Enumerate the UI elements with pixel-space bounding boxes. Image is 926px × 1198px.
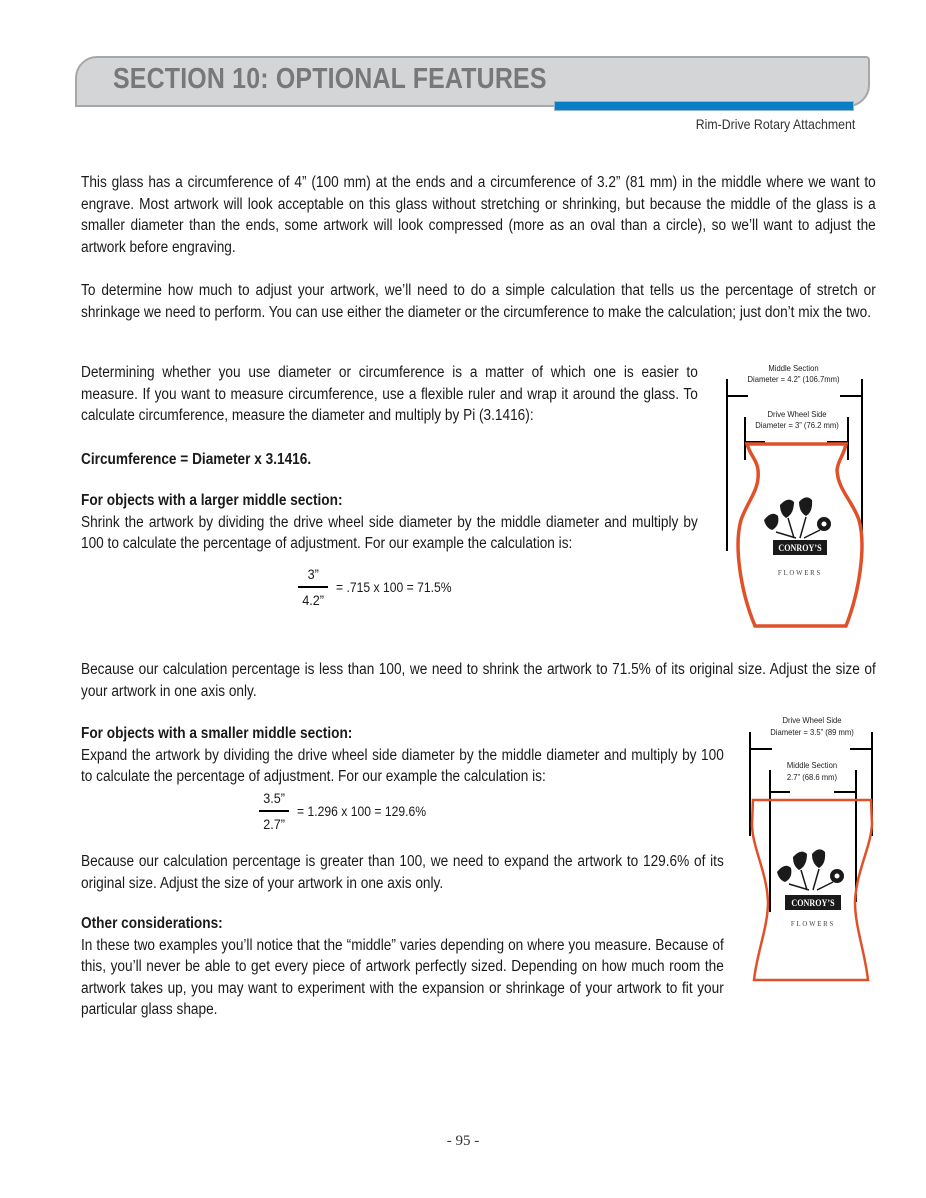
determine-text: To determine how much to adjust your artwork, we’ll need to do a simple calculation that tells us the percentage of stretch or shrinkage we need to perform. You can use either the diameter or the circumference to make the calculation; just don’t mix the two. [81, 282, 876, 321]
drive-wheel-diameter-label: Diameter = 3” (76.2 mm) [755, 420, 839, 430]
intro-paragraph [81, 172, 876, 258]
other-heading: Other considerations: [81, 915, 223, 932]
larger-text: Shrink the artwork by dividing the drive wheel side diameter by the middle diameter and multiply by 100 to calculate the percentage of adjustment. For our example the calculation is: [81, 513, 698, 552]
smaller-text: Expand the artwork by dividing the drive wheel side diameter by the middle diameter and multiply by 100 to calculate the percentage of adjustment. For our example the calculation is: [81, 746, 724, 785]
smaller-middle-section [81, 723, 724, 788]
formula-line [81, 449, 698, 471]
logo-sub: FLOWERS [790, 919, 836, 928]
larger-heading: For objects with a larger middle section: [81, 492, 343, 509]
middle-diameter-label: Diameter = 4.2” (106.7mm) [747, 374, 840, 384]
smaller-conclusion-text: Because our calculation percentage is greater than 100, we need to expand the artwork to 129.6% of its original size. Adjust the size of your artwork in one axis only. [81, 853, 724, 892]
page-number: - 95 - [446, 1133, 480, 1149]
measure-text: Determining whether you use diameter or circumference is a matter of which one is easier to measure. If you want to measure circumference, use a flexible ruler and wrap it around the glass. To calculate circumference, measure the diameter and multiply by Pi (3.1416): [81, 364, 698, 424]
middle-section-label: Middle Section [768, 363, 819, 373]
section-title: SECTION 10: OPTIONAL FEATURES [113, 63, 547, 95]
logo-name: CONROY’S [778, 543, 822, 553]
hourglass-diagram [740, 712, 900, 1002]
drive-wheel-label: Drive Wheel Side [767, 409, 827, 419]
smaller-heading: For objects with a smaller middle section: [81, 725, 353, 742]
logo-name: CONROY’S [791, 898, 835, 908]
fraction [298, 566, 328, 608]
larger-middle-section [81, 490, 698, 555]
drive-wheel-diameter-label: Diameter = 3.5” (89 mm) [770, 727, 854, 737]
intro-text: This glass has a circumference of 4” (100 mm) at the ends and a circumference of 3.2” (81 mm) in the middle where we want to engrave. Most artwork will look acceptable on this glass without stretching or shrinking, but because the middle of the glass is a smaller diameter than the ends, some artwork will look compressed (more as an oval than a circle), so we’ll want to adjust the artwork before engraving. [81, 174, 876, 256]
drive-wheel-label: Drive Wheel Side [782, 715, 842, 725]
middle-section-label: Middle Section [786, 760, 838, 770]
fraction-result: = .715 x 100 = 71.5% [336, 579, 452, 595]
measure-paragraph [81, 362, 698, 427]
denominator: 4.2” [302, 592, 324, 608]
smaller-conclusion [81, 851, 724, 894]
vase-diagram [720, 360, 880, 635]
fraction-result: = 1.296 x 100 = 129.6% [297, 803, 427, 819]
middle-diameter-label: 2.7” (68.6 mm) [786, 772, 838, 782]
vase-outline-icon [720, 360, 880, 635]
larger-fraction [298, 566, 464, 608]
denominator: 2.7” [263, 816, 285, 832]
fraction [259, 790, 289, 832]
smaller-fraction [259, 790, 440, 832]
section-subtitle: Rim-Drive Rotary Attachment [695, 116, 855, 132]
other-text: In these two examples you’ll notice that the “middle” varies depending on where you measure. Because of this, you’ll never be able to get every piece of artwork perfectly sized. Depending on how much room the artwork takes up, you may want to experiment with the expansion or shrinkage of your artwork to fit your particular glass shape. [81, 936, 724, 1018]
hourglass-outline-icon [740, 712, 900, 1002]
determine-paragraph [81, 280, 876, 323]
header-accent-bar [554, 101, 854, 111]
other-considerations [81, 913, 724, 1021]
formula-text: Circumference = Diameter x 3.1416. [81, 451, 312, 468]
larger-conclusion [81, 659, 876, 702]
numerator: 3.5” [263, 790, 285, 806]
larger-conclusion-text: Because our calculation percentage is less than 100, we need to shrink the artwork to 71.5% of its original size. Adjust the size of your artwork in one axis only. [81, 661, 876, 700]
numerator: 3” [307, 566, 319, 582]
logo-sub: FLOWERS [777, 568, 823, 577]
